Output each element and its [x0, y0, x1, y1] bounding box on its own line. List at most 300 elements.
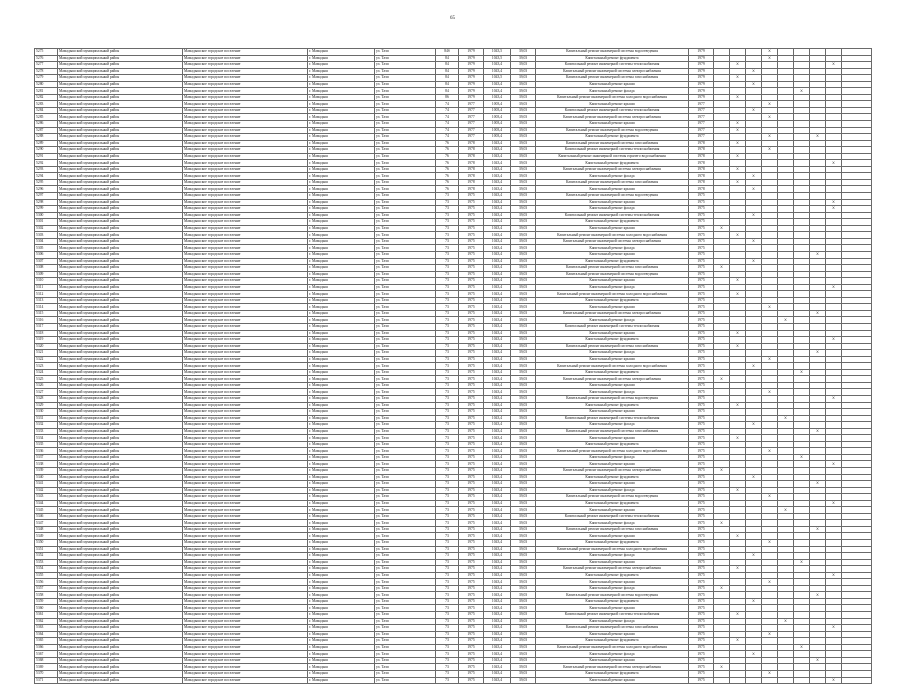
cell-m1: X [714, 520, 730, 527]
cell-period: 1975 [689, 441, 714, 448]
cell-year: 1975 [459, 454, 484, 461]
cell-cost: 39,03 [511, 101, 536, 108]
cell-street: ул. Тази [375, 598, 436, 605]
cell-m7: X [810, 251, 826, 258]
cell-district: Мамадышский муниципальный район [58, 553, 183, 560]
cell-m5 [778, 677, 794, 684]
cell-work: Капитальный ремонт крыши [536, 409, 689, 416]
cell-area: 1043,4 [484, 474, 511, 481]
cell-street: ул. Тази [375, 644, 436, 651]
cell-district: Мамадышский муниципальный район [58, 363, 183, 370]
cell-m2 [730, 677, 746, 684]
cell-street: ул. Тази [375, 68, 436, 75]
cell-period: 1975 [689, 291, 714, 298]
cell-district: Мамадышский муниципальный район [58, 265, 183, 272]
cell-district: Мамадышский муниципальный район [58, 232, 183, 239]
cell-period: 1975 [689, 343, 714, 350]
cell-id: 5303 [35, 232, 58, 239]
cell-street: ул. Тази [375, 88, 436, 95]
cell-house: 73 [436, 251, 459, 258]
cell-year: 1975 [459, 415, 484, 422]
cell-settlement: Мамадышское городское поселение [183, 468, 308, 475]
cell-cost: 39,03 [511, 526, 536, 533]
cell-id: 5317 [35, 323, 58, 330]
cell-street: ул. Тази [375, 382, 436, 389]
cell-id: 5287 [35, 127, 58, 134]
cell-house: 73 [436, 291, 459, 298]
cell-id: 5302 [35, 225, 58, 232]
cell-area: 1043,5 [484, 75, 511, 82]
cell-m3: X [746, 238, 762, 245]
cell-locality: г. Мамадыш [308, 81, 375, 88]
cell-m7: X [810, 481, 826, 488]
cell-house: 73 [436, 500, 459, 507]
cell-period: 1975 [689, 225, 714, 232]
cell-locality: г. Мамадыш [308, 422, 375, 429]
cell-house: 73 [436, 317, 459, 324]
cell-work: Капитальный ремонт фундамента [536, 638, 689, 645]
cell-id: 5309 [35, 271, 58, 278]
cell-period: 1975 [689, 526, 714, 533]
cell-settlement: Мамадышское городское поселение [183, 350, 308, 357]
cell-m4: X [762, 579, 778, 586]
cell-id: 5289 [35, 140, 58, 147]
cell-id: 5353 [35, 559, 58, 566]
cell-street: ул. Тази [375, 81, 436, 88]
cell-street: ул. Тази [375, 212, 436, 219]
cell-house: 76 [436, 153, 459, 160]
cell-m2: X [730, 533, 746, 540]
cell-house: 73 [436, 468, 459, 475]
cell-cost: 39,03 [511, 415, 536, 422]
cell-cost: 39,03 [511, 297, 536, 304]
cell-district: Мамадышский муниципальный район [58, 219, 183, 226]
cell-id: 5295 [35, 179, 58, 186]
cell-m8: X [826, 160, 842, 167]
cell-period: 1977 [689, 114, 714, 121]
cell-area: 1043,4 [484, 520, 511, 527]
cell-period: 1975 [689, 677, 714, 684]
cell-id: 5284 [35, 107, 58, 114]
cell-year: 1975 [459, 193, 484, 200]
cell-street: ул. Тази [375, 369, 436, 376]
cell-cost: 39,03 [511, 225, 536, 232]
cell-house: 84 [436, 62, 459, 69]
cell-id: 5347 [35, 520, 58, 527]
cell-district: Мамадышский муниципальный район [58, 559, 183, 566]
cell-street: ул. Тази [375, 651, 436, 658]
cell-year: 1975 [459, 579, 484, 586]
cell-m4: X [762, 448, 778, 455]
cell-area: 1043,4 [484, 212, 511, 219]
cell-settlement: Мамадышское городское поселение [183, 278, 308, 285]
cell-year: 1975 [459, 350, 484, 357]
cell-m2: X [730, 487, 746, 494]
cell-district: Мамадышский муниципальный район [58, 94, 183, 101]
cell-m1: X [714, 225, 730, 232]
cell-settlement: Мамадышское городское поселение [183, 238, 308, 245]
cell-area: 1043,4 [484, 461, 511, 468]
cell-id: 5341 [35, 481, 58, 488]
cell-street: ул. Тази [375, 553, 436, 560]
cell-settlement: Мамадышское городское поселение [183, 657, 308, 664]
cell-house: 73 [436, 278, 459, 285]
cell-street: ул. Тази [375, 278, 436, 285]
cell-district: Мамадышский муниципальный район [58, 55, 183, 62]
cell-id: 5346 [35, 513, 58, 520]
cell-district: Мамадышский муниципальный район [58, 284, 183, 291]
cell-house: 73 [436, 572, 459, 579]
cell-work: Капитальный ремонт фундамента [536, 297, 689, 304]
cell-period: 1979 [689, 75, 714, 82]
cell-locality: г. Мамадыш [308, 559, 375, 566]
cell-cost: 39,03 [511, 454, 536, 461]
cell-cost: 39,03 [511, 49, 536, 56]
cell-m6 [794, 677, 810, 684]
cell-year: 1975 [459, 343, 484, 350]
cell-year: 1978 [459, 160, 484, 167]
cell-cost: 39,03 [511, 481, 536, 488]
cell-id: 5327 [35, 389, 58, 396]
cell-district: Мамадышский муниципальный район [58, 572, 183, 579]
cell-cost: 39,03 [511, 94, 536, 101]
cell-street: ул. Тази [375, 310, 436, 317]
cell-cost: 39,03 [511, 500, 536, 507]
cell-locality: г. Мамадыш [308, 553, 375, 560]
cell-work: Капитальный ремонт инженерной системы электроснабжения [536, 468, 689, 475]
cell-settlement: Мамадышское городское поселение [183, 225, 308, 232]
cell-street: ул. Тази [375, 323, 436, 330]
cell-period: 1979 [689, 94, 714, 101]
cell-locality: г. Мамадыш [308, 258, 375, 265]
cell-cost: 39,03 [511, 173, 536, 180]
cell-district: Мамадышский муниципальный район [58, 415, 183, 422]
cell-locality: г. Мамадыш [308, 441, 375, 448]
cell-period: 1975 [689, 323, 714, 330]
cell-district: Мамадышский муниципальный район [58, 140, 183, 147]
cell-year: 1975 [459, 644, 484, 651]
cell-work: Капитальный ремонт фасада [536, 651, 689, 658]
cell-m2: X [730, 330, 746, 337]
cell-period: 1975 [689, 487, 714, 494]
cell-cost: 39,03 [511, 212, 536, 219]
cell-cost: 39,03 [511, 553, 536, 560]
cell-m3: X [746, 212, 762, 219]
cell-street: ул. Тази [375, 494, 436, 501]
cell-cost: 39,03 [511, 251, 536, 258]
cell-street: ул. Тази [375, 251, 436, 258]
cell-year: 1975 [459, 618, 484, 625]
cell-year: 1979 [459, 94, 484, 101]
cell-m3: X [746, 107, 762, 114]
cell-street: ул. Тази [375, 409, 436, 416]
cell-m7: X [810, 592, 826, 599]
cell-work: Капитальный ремонт фасада [536, 422, 689, 429]
cell-m4: X [762, 114, 778, 121]
cell-locality: г. Мамадыш [308, 88, 375, 95]
cell-year: 1978 [459, 147, 484, 154]
cell-settlement: Мамадышское городское поселение [183, 49, 308, 56]
cell-work: Капитальный ремонт инженерной системы электроснабжения [536, 166, 689, 173]
cell-work: Капитальный ремонт инженерной системы теплоснабжения [536, 62, 689, 69]
cell-cost: 39,03 [511, 376, 536, 383]
cell-year: 1975 [459, 441, 484, 448]
cell-street: ул. Тази [375, 94, 436, 101]
cell-locality: г. Мамадыш [308, 481, 375, 488]
cell-id: 5311 [35, 284, 58, 291]
cell-locality: г. Мамадыш [308, 49, 375, 56]
cell-locality: г. Мамадыш [308, 75, 375, 82]
cell-cost: 39,03 [511, 546, 536, 553]
cell-work: Капитальный ремонт фундамента [536, 337, 689, 344]
cell-district: Мамадышский муниципальный район [58, 81, 183, 88]
cell-year: 1975 [459, 225, 484, 232]
cell-id: 5335 [35, 441, 58, 448]
cell-period: 1978 [689, 147, 714, 154]
cell-district: Мамадышский муниципальный район [58, 369, 183, 376]
cell-m2: X [730, 62, 746, 69]
cell-period: 1975 [689, 284, 714, 291]
cell-district: Мамадышский муниципальный район [58, 481, 183, 488]
cell-cost: 39,03 [511, 585, 536, 592]
cell-year: 1975 [459, 546, 484, 553]
cell-district: Мамадышский муниципальный район [58, 337, 183, 344]
cell-area: 1043,4 [484, 605, 511, 612]
cell-m8: X [826, 461, 842, 468]
cell-locality: г. Мамадыш [308, 278, 375, 285]
cell-id: 5293 [35, 166, 58, 173]
cell-id: 5354 [35, 566, 58, 573]
cell-settlement: Мамадышское городское поселение [183, 670, 308, 677]
cell-m8: X [826, 206, 842, 213]
cell-house: 84 [436, 68, 459, 75]
cell-id: 5356 [35, 579, 58, 586]
cell-work: Капитальный ремонт крыши [536, 435, 689, 442]
cell-m4: X [762, 49, 778, 56]
cell-id: 5316 [35, 317, 58, 324]
cell-area: 1043,4 [484, 199, 511, 206]
cell-house: 74 [436, 107, 459, 114]
cell-cost: 39,03 [511, 598, 536, 605]
cell-work: Капитальный ремонт фундамента [536, 219, 689, 226]
cell-locality: г. Мамадыш [308, 638, 375, 645]
cell-period: 1975 [689, 579, 714, 586]
cell-work: Капитальный ремонт крыши [536, 199, 689, 206]
cell-id: 5315 [35, 310, 58, 317]
cell-work: Капитальный ремонт фундамента [536, 670, 689, 677]
cell-house: 73 [436, 526, 459, 533]
cell-m4: X [762, 670, 778, 677]
cell-id: 5305 [35, 245, 58, 252]
cell-m1: X [714, 376, 730, 383]
cell-house: 73 [436, 474, 459, 481]
cell-settlement: Мамадышское городское поселение [183, 101, 308, 108]
cell-period: 1975 [689, 481, 714, 488]
cell-house: 74 [436, 121, 459, 128]
cell-id: 5330 [35, 409, 58, 416]
cell-work: Капитальный ремонт крыши [536, 304, 689, 311]
cell-area: 1043,4 [484, 441, 511, 448]
page-number: 65 [450, 16, 455, 21]
cell-house: 73 [436, 487, 459, 494]
cell-cost: 39,03 [511, 278, 536, 285]
cell-period: 1977 [689, 101, 714, 108]
cell-id: 5276 [35, 55, 58, 62]
cell-house: 73 [436, 657, 459, 664]
cell-spacer [842, 677, 872, 684]
cell-period: 1975 [689, 592, 714, 599]
cell-cost: 39,03 [511, 651, 536, 658]
cell-locality: г. Мамадыш [308, 291, 375, 298]
cell-m8: X [826, 395, 842, 402]
cell-year: 1975 [459, 657, 484, 664]
cell-cost: 39,03 [511, 559, 536, 566]
cell-locality: г. Мамадыш [308, 513, 375, 520]
cell-year: 1975 [459, 474, 484, 481]
cell-cost: 39,03 [511, 461, 536, 468]
cell-m7: X [810, 350, 826, 357]
cell-work: Капитальный ремонт фасада [536, 206, 689, 213]
cell-id: 5328 [35, 395, 58, 402]
cell-period: 1975 [689, 644, 714, 651]
cell-m8: X [826, 62, 842, 69]
cell-period: 1978 [689, 173, 714, 180]
cell-street: ул. Тази [375, 481, 436, 488]
cell-settlement: Мамадышское городское поселение [183, 258, 308, 265]
cell-work: Капитальный ремонт фасада [536, 245, 689, 252]
cell-year: 1975 [459, 238, 484, 245]
cell-cost: 39,03 [511, 677, 536, 684]
cell-year: 1979 [459, 68, 484, 75]
cell-settlement: Мамадышское городское поселение [183, 330, 308, 337]
cell-m8: X [826, 500, 842, 507]
cell-period: 1978 [689, 186, 714, 193]
cell-m6: X [794, 644, 810, 651]
cell-cost: 39,03 [511, 160, 536, 167]
cell-cost: 39,03 [511, 579, 536, 586]
cell-settlement: Мамадышское городское поселение [183, 317, 308, 324]
cell-settlement: Мамадышское городское поселение [183, 461, 308, 468]
cell-district: Мамадышский муниципальный район [58, 179, 183, 186]
cell-settlement: Мамадышское городское поселение [183, 487, 308, 494]
cell-settlement: Мамадышское городское поселение [183, 310, 308, 317]
cell-street: ул. Тази [375, 507, 436, 514]
cell-house: 84б [436, 49, 459, 56]
cell-m6: X [794, 369, 810, 376]
cell-id: 5326 [35, 382, 58, 389]
cell-street: ул. Тази [375, 592, 436, 599]
cell-locality: г. Мамадыш [308, 415, 375, 422]
cell-street: ул. Тази [375, 441, 436, 448]
cell-year: 1975 [459, 258, 484, 265]
cell-settlement: Мамадышское городское поселение [183, 337, 308, 344]
cell-district: Мамадышский муниципальный район [58, 160, 183, 167]
cell-district: Мамадышский муниципальный район [58, 598, 183, 605]
cell-year: 1975 [459, 664, 484, 671]
cell-m5: X [778, 317, 794, 324]
cell-house: 73 [436, 323, 459, 330]
cell-year: 1979 [459, 88, 484, 95]
cell-id: 5291 [35, 153, 58, 160]
cell-street: ул. Тази [375, 160, 436, 167]
cell-cost: 39,03 [511, 487, 536, 494]
cell-area: 1043,4 [484, 546, 511, 553]
cell-locality: г. Мамадыш [308, 160, 375, 167]
cell-work: Капитальный ремонт крыши [536, 121, 689, 128]
cell-period: 1975 [689, 219, 714, 226]
cell-m1 [714, 677, 730, 684]
cell-cost: 39,03 [511, 265, 536, 272]
cell-locality: г. Мамадыш [308, 356, 375, 363]
cell-house: 73 [436, 402, 459, 409]
cell-settlement: Мамадышское городское поселение [183, 540, 308, 547]
cell-m8: X [826, 284, 842, 291]
cell-m3: X [746, 474, 762, 481]
cell-district: Мамадышский муниципальный район [58, 461, 183, 468]
cell-district: Мамадышский муниципальный район [58, 271, 183, 278]
cell-house: 73 [436, 585, 459, 592]
cell-year: 1975 [459, 219, 484, 226]
cell-period: 1975 [689, 238, 714, 245]
cell-work: Капитальный ремонт крыши [536, 101, 689, 108]
cell-settlement: Мамадышское городское поселение [183, 533, 308, 540]
cell-area: 1043,5 [484, 49, 511, 56]
cell-settlement: Мамадышское городское поселение [183, 68, 308, 75]
cell-cost: 39,03 [511, 644, 536, 651]
cell-area: 1043,4 [484, 258, 511, 265]
cell-id: 5360 [35, 605, 58, 612]
cell-area: 1043,4 [484, 343, 511, 350]
cell-area: 1043,4 [484, 481, 511, 488]
cell-id: 5340 [35, 474, 58, 481]
cell-settlement: Мамадышское городское поселение [183, 559, 308, 566]
cell-district: Мамадышский муниципальный район [58, 68, 183, 75]
cell-area: 1043,4 [484, 81, 511, 88]
cell-house: 73 [436, 494, 459, 501]
cell-district: Мамадышский муниципальный район [58, 618, 183, 625]
cell-street: ул. Тази [375, 638, 436, 645]
cell-settlement: Мамадышское городское поселение [183, 572, 308, 579]
cell-district: Мамадышский муниципальный район [58, 291, 183, 298]
cell-work: Капитальный ремонт фундамента [536, 402, 689, 409]
cell-street: ул. Тази [375, 572, 436, 579]
cell-m4: X [762, 55, 778, 62]
cell-cost: 39,03 [511, 513, 536, 520]
cell-m4: X [762, 101, 778, 108]
cell-year: 1975 [459, 206, 484, 213]
cell-year: 1979 [459, 75, 484, 82]
cell-district: Мамадышский муниципальный район [58, 258, 183, 265]
cell-settlement: Мамадышское городское поселение [183, 507, 308, 514]
cell-m2: X [730, 75, 746, 82]
cell-cost: 39,03 [511, 107, 536, 114]
cell-area: 1043,4 [484, 592, 511, 599]
cell-area: 1043,4 [484, 350, 511, 357]
cell-period: 1975 [689, 376, 714, 383]
cell-house: 73 [436, 454, 459, 461]
cell-cost: 39,03 [511, 127, 536, 134]
cell-period: 1975 [689, 494, 714, 501]
cell-street: ул. Тази [375, 448, 436, 455]
cell-house: 73 [436, 638, 459, 645]
cell-year: 1975 [459, 278, 484, 285]
cell-locality: г. Мамадыш [308, 350, 375, 357]
cell-work: Капитальный ремонт фундамента [536, 258, 689, 265]
cell-id: 5371 [35, 677, 58, 684]
cell-period: 1975 [689, 422, 714, 429]
cell-year: 1975 [459, 526, 484, 533]
cell-cost: 39,03 [511, 540, 536, 547]
